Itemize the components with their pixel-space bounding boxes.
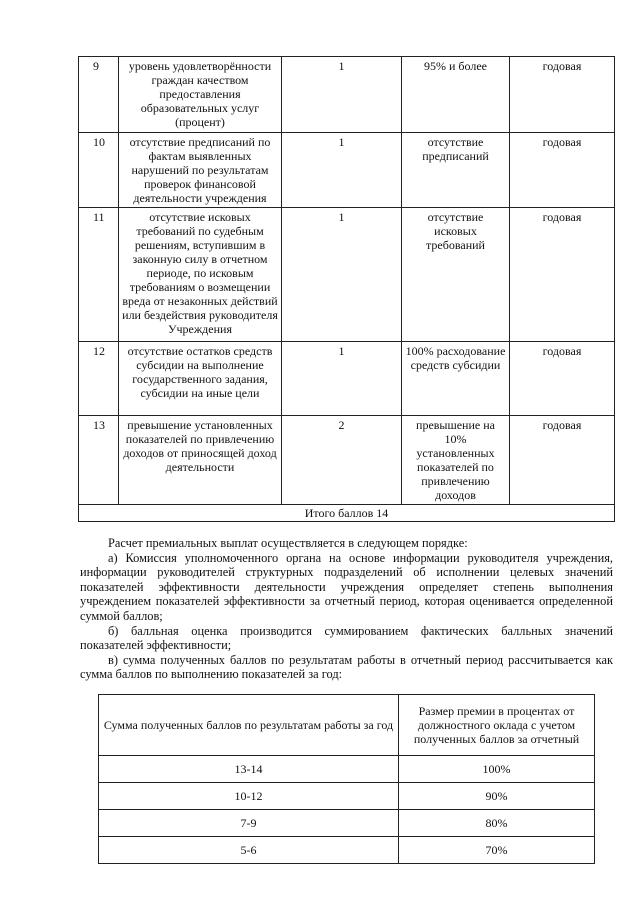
indicator-number: 13 — [79, 416, 119, 505]
table-row — [79, 342, 615, 416]
indicator-period: годовая — [510, 133, 615, 208]
indicator-target-value: превышение на 10% установленных показателей по привлечению доходов — [402, 416, 510, 505]
indicator-score: 1 — [282, 133, 402, 208]
points-range: 10-12 — [99, 783, 399, 810]
table-row — [99, 837, 595, 864]
indicator-description: отсутствие исковых требований по судебным решениям, вступившим в законную силу в отчетном периоде, по исковым требованиям о возмещении вреда от незаконных действий или бездействия руководителя Учреждения — [119, 208, 282, 342]
table-row — [79, 57, 615, 133]
indicator-number: 9 — [79, 57, 119, 133]
indicator-target-value: отсутствие исковых требований — [402, 208, 510, 342]
bonus-scale-table — [98, 694, 595, 864]
indicator-target-value: 95% и более — [402, 57, 510, 133]
indicators-table — [78, 56, 615, 522]
indicator-period: годовая — [510, 342, 615, 416]
bonus-percent: 90% — [399, 783, 595, 810]
indicator-number: 12 — [79, 342, 119, 416]
indicator-score: 1 — [282, 57, 402, 133]
indicator-description: отсутствие остатков средств субсидии на выполнение государственного задания, субсидии на иные цели — [119, 342, 282, 416]
indicator-description: превышение установленных показателей по привлечению доходов от приносящей доход деятельности — [119, 416, 282, 505]
paragraph-intro: Расчет премиальных выплат осуществляется в следующем порядке: — [108, 536, 468, 550]
header-percent: Размер премии в процентах от должностного оклада с учетом полученных баллов за отчетный — [399, 695, 595, 756]
bonus-percent: 70% — [399, 837, 595, 864]
points-range: 13-14 — [99, 756, 399, 783]
indicator-score: 2 — [282, 416, 402, 505]
indicator-period: годовая — [510, 57, 615, 133]
bonus-percent: 100% — [399, 756, 595, 783]
indicator-target-value: 100% расходование средств субсидии — [402, 342, 510, 416]
table-row — [99, 810, 595, 837]
indicator-score: 1 — [282, 342, 402, 416]
table-row — [99, 783, 595, 810]
calculation-procedure — [80, 536, 613, 682]
bonus-percent: 80% — [399, 810, 595, 837]
indicator-description: уровень удовлетворённости граждан качеством предоставления образовательных услуг (процент) — [119, 57, 282, 133]
paragraph-a: а) Комиссия уполномоченного органа на основе информации руководителя учреждения, информации руководителей структурных подразделений об исполнении целевых значений показателей эффективности деятельности учреждения определяет степень выполнения учреждением показателей эффективности за отчетный период, которая оценивается определенной суммой баллов; — [80, 550, 613, 623]
indicator-number: 11 — [79, 208, 119, 342]
total-row — [79, 505, 615, 522]
table-row — [79, 133, 615, 208]
table-row — [79, 416, 615, 505]
table-row — [79, 208, 615, 342]
points-range: 7-9 — [99, 810, 399, 837]
table-row — [99, 756, 595, 783]
table-header-row — [99, 695, 595, 756]
indicator-score: 1 — [282, 208, 402, 342]
paragraph-c: в) сумма полученных баллов по результатам работы в отчетный период рассчитывается как сумма баллов по выполнению показателей за год: — [80, 652, 613, 682]
paragraph-b: б) балльная оценка производится суммированием фактических балльных значений показателей эффективности; — [80, 623, 613, 653]
indicator-period: годовая — [510, 208, 615, 342]
indicator-number: 10 — [79, 133, 119, 208]
indicator-target-value: отсутствие предписаний — [402, 133, 510, 208]
header-points: Сумма полученных баллов по результатам работы за год — [99, 695, 399, 756]
indicator-description: отсутствие предписаний по фактам выявленных нарушений по результатам проверок финансовой деятельности учреждения — [119, 133, 282, 208]
total-score: Итого баллов 14 — [79, 505, 615, 522]
indicator-period: годовая — [510, 416, 615, 505]
points-range: 5-6 — [99, 837, 399, 864]
